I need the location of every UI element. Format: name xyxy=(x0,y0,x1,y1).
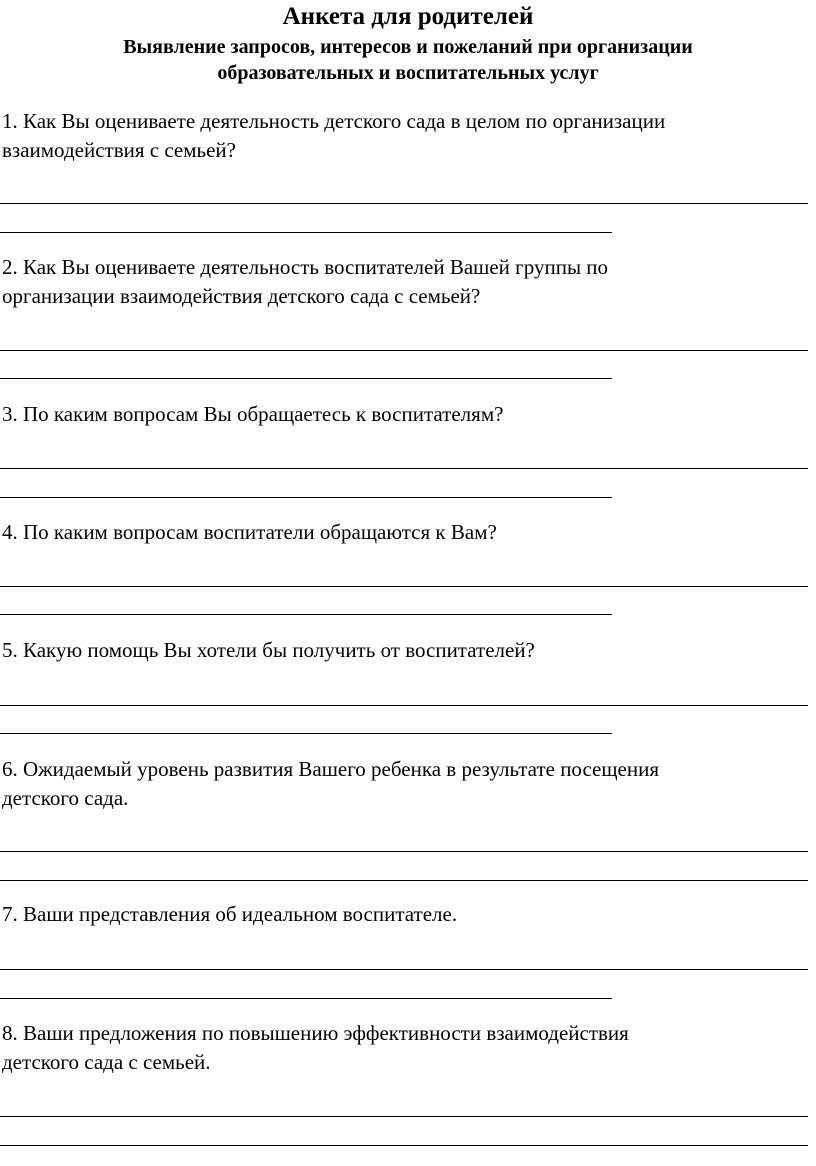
answer-line-5a[interactable] xyxy=(0,705,808,706)
answer-line-1a[interactable] xyxy=(0,203,808,204)
page-subtitle-line-1: Выявление запросов, интересов и пожеланий при организации xyxy=(123,36,693,58)
question-7-text-line-1: 7. Ваши представления об идеальном воспитателе. xyxy=(2,902,458,926)
answer-line-2a[interactable] xyxy=(0,350,808,351)
answer-line-5b[interactable] xyxy=(0,733,612,734)
question-5 xyxy=(2,636,802,665)
answer-line-4b[interactable] xyxy=(0,614,612,615)
question-8 xyxy=(2,1019,802,1077)
question-3 xyxy=(2,400,802,429)
page-subtitle-line-2: образовательных и воспитательных услуг xyxy=(217,62,599,84)
answer-line-6a[interactable] xyxy=(0,851,808,852)
answer-line-7a[interactable] xyxy=(0,969,808,970)
question-8-text-line-2: детского сада с семьей. xyxy=(2,1050,211,1074)
answer-line-6b[interactable] xyxy=(0,880,808,881)
answer-line-4a[interactable] xyxy=(0,586,808,587)
question-6-text-line-2: детского сада. xyxy=(2,786,129,810)
question-2-text-line-2: организации взаимодействия детского сада с семьей? xyxy=(2,284,481,308)
page-title: Анкета для родителей xyxy=(282,3,534,30)
question-2-text-line-1: 2. Как Вы оцениваете деятельность воспитателей Вашей группы по xyxy=(2,255,609,279)
question-1 xyxy=(2,107,802,165)
question-2 xyxy=(2,253,802,311)
answer-line-7b[interactable] xyxy=(0,998,612,999)
answer-line-8b[interactable] xyxy=(0,1145,808,1146)
question-6 xyxy=(2,755,802,813)
question-1-text-line-1: 1. Как Вы оцениваете деятельность детского сада в целом по организации xyxy=(2,109,666,133)
answer-line-2b[interactable] xyxy=(0,378,612,379)
question-8-text-line-1: 8. Ваши предложения по повышению эффективности взаимодействия xyxy=(2,1021,629,1045)
question-1-text-line-2: взаимодействия с семьей? xyxy=(2,138,236,162)
question-4-text-line-1: 4. По каким вопросам воспитатели обращаются к Вам? xyxy=(2,520,497,544)
answer-line-8a[interactable] xyxy=(0,1116,808,1117)
answer-line-3a[interactable] xyxy=(0,468,808,469)
question-3-text-line-1: 3. По каким вопросам Вы обращаетесь к воспитателям? xyxy=(2,402,504,426)
answer-line-1b[interactable] xyxy=(0,232,612,233)
question-6-text-line-1: 6. Ожидаемый уровень развития Вашего ребенка в результате посещения xyxy=(2,757,659,781)
question-7 xyxy=(2,900,802,929)
question-5-text-line-1: 5. Какую помощь Вы хотели бы получить от воспитателей? xyxy=(2,638,535,662)
question-4 xyxy=(2,518,802,547)
answer-line-3b[interactable] xyxy=(0,497,612,498)
